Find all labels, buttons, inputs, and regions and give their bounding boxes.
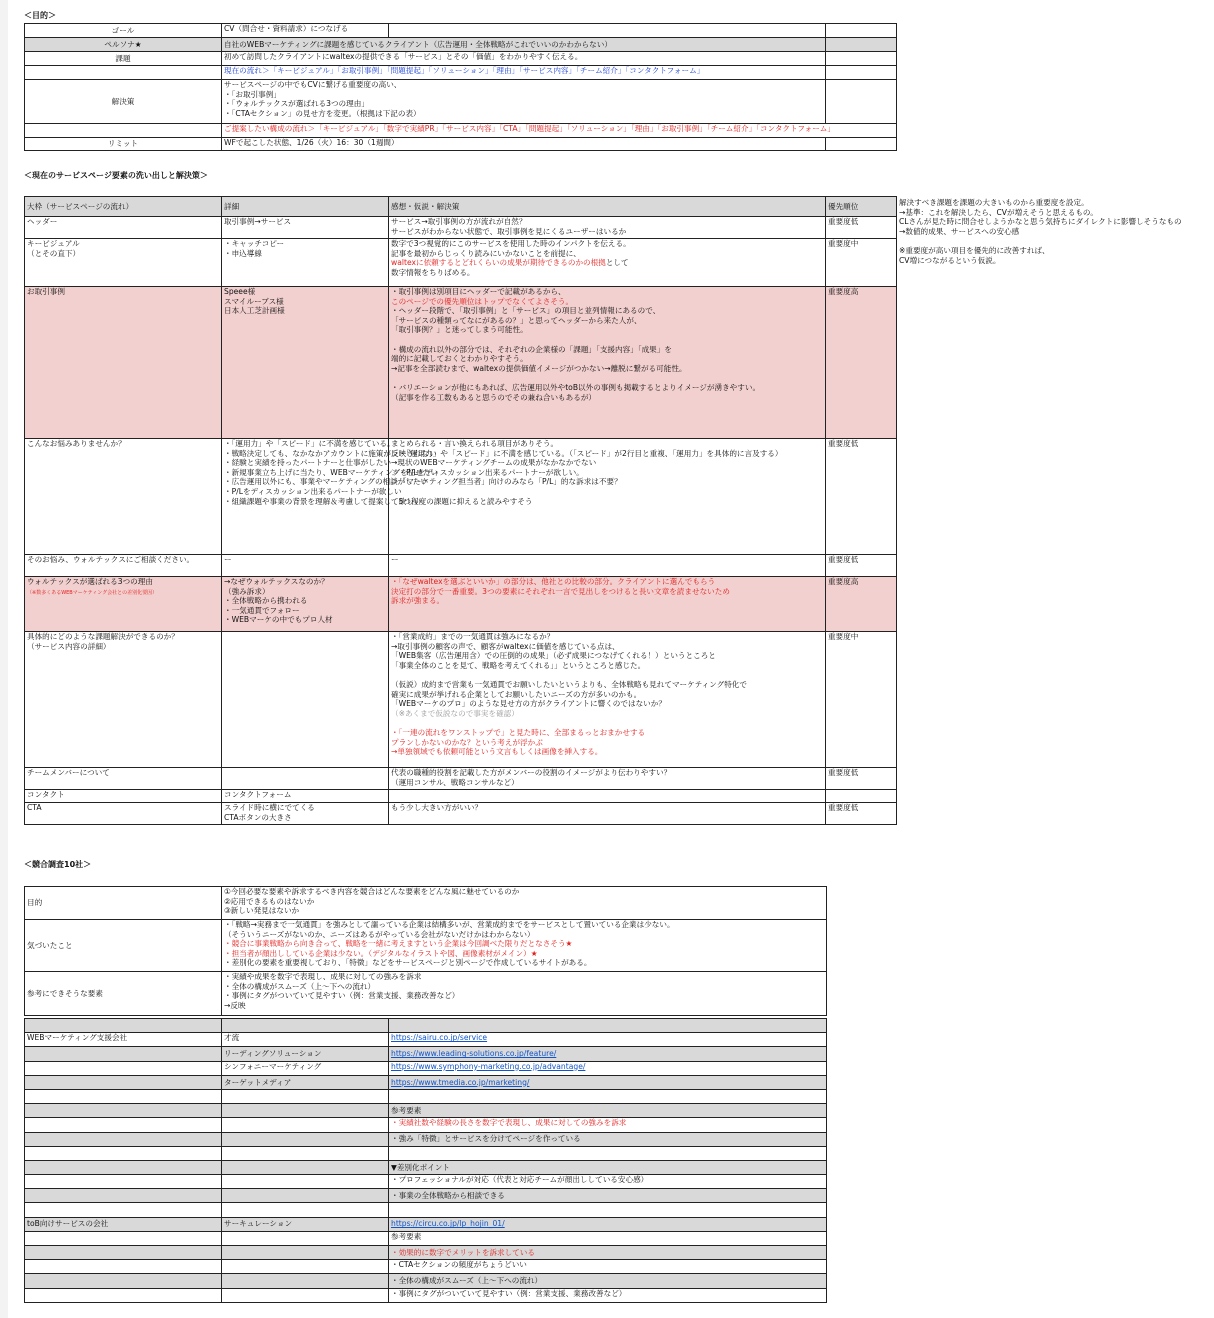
category-cell (25, 1146, 222, 1160)
note-cell: ・強み「特徴」とサービスを分けてページを作っている (389, 1132, 827, 1146)
note-cell: 参考要素 (389, 1104, 827, 1118)
purpose-row-current-flow (25, 66, 897, 80)
note-cell: 参考要素 (389, 1231, 827, 1245)
detail-cell: スライド時に横にでてくる CTAボタンの大きさ (222, 803, 389, 825)
priority-cell: 重要度中 (826, 239, 897, 287)
category-cell (25, 1019, 222, 1033)
note-cell: ▼差別化ポイント (389, 1160, 827, 1174)
category-cell (25, 1231, 222, 1245)
proposed-flow-value: ご提案したい構成の流れ＞「キービジュアル」「数字で実績PR」「サービス内容」「CTA」「問題提起」「ソリューション」「理由」「お取引事例」「チーム紹介」「コンタクトフォーム」 (222, 124, 897, 138)
frame-cell: ウォルテックスが選ばれる3つの理由 （※数多くあるWEBマーケティング会社との差別化要因） (25, 577, 222, 632)
company-cell: 才流 (222, 1033, 389, 1047)
company-cell (222, 1246, 389, 1260)
company-cell (222, 1231, 389, 1245)
competitor-row (25, 1033, 827, 1047)
competitor-row (25, 1217, 827, 1231)
company-cell (222, 1260, 389, 1274)
purpose-row-issue (25, 52, 897, 66)
competitor-row (25, 1160, 827, 1174)
detail-cell: →なぜウォルテックスなのか？ （強み訴求） ・全体戦略から携われる ・一気通貫でフォロー ・WEBマーケの中でもプロ人材 (222, 577, 389, 632)
company-cell (222, 1274, 389, 1288)
competitor-row (25, 1132, 827, 1146)
detail-cell: 取引事例→サービス (222, 217, 389, 239)
frame-cell: そのお悩み、ウォルテックスにご相談ください。 (25, 555, 222, 577)
side-note: 解決すべき課題を課題の大きいものから重要度を設定。 →基準：これを解決したら、CVが増えそうと思えるもの。 CLさんが見た時に問合せしようかなと思う気持ちにダイレクトに影響しそうなもの →数値的成果、サービスへの安心感 ※重要度が高い項目を優先的に改善すれば、 CV増につながるという仮説。 (899, 198, 1182, 265)
priority-cell: 重要度低 (826, 439, 897, 555)
highlight-text: ・「一連の流れをワンストップで」と見た時に、全部まるっとおまかせする プランしかないのかな？という考えが浮かぶ →単独領域でも依頼可能という文言もしくは画像を挿入する。 (391, 727, 646, 757)
company-cell (222, 1175, 389, 1189)
thoughts-cell: まとめられる・言い換えられる項目がありそう。 ＞・「運用力」や「スピード」に不満を感じている。（「スピード」が2行目と重複、「運用力」を具体的に言及する） →現状のWEBマーケティングチームの成果がなかなかでない ＞・P/Lをディスカッション出来るパートナーが欲しい。 ＞「マーケティング担当者」向けのみなら「P/L」的な訴求は不要？ 5つ程度の課題に抑えると読みやすそう (389, 439, 826, 555)
review-row-contact (25, 790, 897, 803)
note-cell: ・事例にタグがついていて見やすい（例：営業支援、業務改善など） (389, 1288, 827, 1302)
company-cell (222, 1160, 389, 1174)
note-cell: ・効果的に数字でメリットを訴求している (389, 1246, 827, 1260)
note-cell: ・実績社数や経験の長さを数字で表現し、成果に対しての強みを訴求 (389, 1118, 827, 1132)
detail-cell (222, 632, 389, 768)
persona-label: ペルソナ★ (25, 38, 222, 52)
company-cell (222, 1132, 389, 1146)
company-cell: サーキュレーション (222, 1217, 389, 1231)
company-url-link[interactable]: https://www.symphony-marketing.co.jp/advantage/ (389, 1061, 827, 1075)
competitors-row-purpose (25, 887, 827, 920)
note-cell (389, 1146, 827, 1160)
summary-label: 目的 (25, 887, 222, 920)
review-row-services (25, 632, 897, 768)
competitor-row (25, 1089, 827, 1103)
competitor-row (25, 1061, 827, 1075)
priority-cell: 重要度低 (826, 217, 897, 239)
gray-note: （※あくまで仮説なので事実を確認） (391, 708, 519, 718)
category-cell (25, 1047, 222, 1061)
company-cell (222, 1104, 389, 1118)
detail-cell: ー (222, 555, 389, 577)
note-cell: ・CTAセクションの頻度がちょうどいい (389, 1260, 827, 1274)
competitor-row (25, 1203, 827, 1217)
summary-label: 気づいたこと (25, 920, 222, 972)
purpose-row-proposed-flow (25, 124, 897, 138)
note-cell: ・全体の構成がスムーズ（上～下への流れ） (389, 1274, 827, 1288)
thoughts-cell: ・「営業成約」までの一気通貫は強みになるか？ →取引事例の顧客の声で、顧客がwaltexに価値を感じている点は、 「WEB集客（広告運用含）での圧倒的の成果」（必ず成果につなげてくれる！）というところと 「事業全体のことを見て、戦略を考えてくれる」」というところと感じた。 （仮説）成約まで営業も一気通貫でお願いしたいというよりも、全体戦略も見れてマーケティング特化で 確実に成果が挙げれる企業としてお願いしたいニーズの方が多いのかも。 「WEBマーケのプロ」のような見せ方の方がクライアントに響くのではないか？ （※あくまで仮説なので事実を確認） ・「一連の流れをワンストップで」と見た時に、全部まるっとおまかせする プランしかないのかな？という考えが浮かぶ →単独領域でも依頼可能という文言もしくは画像を挿入する。 (389, 632, 826, 768)
category-cell (25, 1246, 222, 1260)
review-heading: ＜現在のサービスページ要素の洗い出しと解決策＞ (24, 171, 208, 180)
note-cell (389, 1089, 827, 1103)
priority-cell: 重要度高 (826, 287, 897, 439)
company-cell (222, 1203, 389, 1217)
thoughts-cell: もう少し大きい方がいい？ (389, 803, 826, 825)
frame-cell: CTA (25, 803, 222, 825)
company-cell: ターゲットメディア (222, 1075, 389, 1089)
review-row-cta (25, 803, 897, 825)
frame-cell: 具体的にどのような課題解決ができるのか？ （サービス内容の詳細） (25, 632, 222, 768)
issue-value: 初めて訪問したクライアントにwaltexの提供できる「サービス」とその「価値」をわかりやすく伝える。 (222, 52, 826, 66)
summary-value: ・実績や成果を数字で表現し、成果に対しての強みを訴求 ・全体の構成がスムーズ（上～下への流れ） ・事例にタグがついていて見やすい（例：営業支援、業務改善など） →反映 (222, 972, 827, 1016)
competitors-summary-table (24, 886, 827, 1016)
solution-value: サービスページの中でもCVに繋げる重要度の高い、 ・「お取引事例」 ・「ウォルテックスが選ばれる3つの理由」 ・「CTAセクション」の見せ方を変更。（根拠は下記の表） (222, 80, 826, 124)
note-cell (389, 1203, 827, 1217)
competitor-row (25, 1231, 827, 1245)
priority-cell: 重要度低 (826, 768, 897, 790)
company-url-link[interactable]: https://www.leading-solutions.co.jp/feature/ (389, 1047, 827, 1061)
priority-cell: 重要度中 (826, 632, 897, 768)
category-cell (25, 1260, 222, 1274)
highlight-text: ・競合に事業戦略から向き合って、戦略を一緒に考えますという企業は今回調べた限りだとなさそう★ ・担当者が顔出ししている企業は少ない。（デジタルなイラストや図、画像素材がメイン）★ (224, 939, 573, 958)
competitors-row-findings (25, 920, 827, 972)
priority-cell: 重要度低 (826, 803, 897, 825)
category-cell (25, 1061, 222, 1075)
thoughts-cell: ・「なぜwaltexを選ぶといいか」の部分は、他社との比較の部分。クライアントに選んでもらう 決定打の部分で一番重要。3つの要素にそれぞれ一言で見出しをつけると長い文章を読ませないため 訴求が強まる。 (389, 577, 826, 632)
issue-label: 課題 (25, 52, 222, 66)
category-cell (25, 1118, 222, 1132)
competitor-row (25, 1288, 827, 1302)
company-cell: リーディングソリューション (222, 1047, 389, 1061)
frame-cell: ヘッダー (25, 217, 222, 239)
category-cell (25, 1160, 222, 1174)
detail-cell: Speee様 スマイルーブス様 日本人工芝計画様 (222, 287, 389, 439)
note-cell: ・プロフェッショナルが対応（代表と対応チームが顔出ししている安心感） (389, 1175, 827, 1189)
goal-value: CV（問合せ・資料請求）につなげる (222, 24, 389, 38)
frame-note: （※数多くあるWEBマーケティング会社との差別化要因） (27, 589, 158, 596)
purpose-row-limit (25, 138, 897, 151)
review-row-consult (25, 555, 897, 577)
competitor-row (25, 1019, 827, 1033)
company-cell (222, 1089, 389, 1103)
highlight-text: waltexに依頼するとどれくらいの成果が期待できるのかの根拠 (391, 258, 606, 268)
frame-cell: お取引事例 (25, 287, 222, 439)
thoughts-cell: サービス→取引事例の方が流れが自然？ サービスがわからない状態で、取引事例を見にくるユーザーはいるか (389, 217, 826, 239)
company-url-link[interactable]: https://sairu.co.jp/service (389, 1033, 827, 1047)
category-cell (25, 1104, 222, 1118)
competitors-row-reference (25, 972, 827, 1016)
priority-cell: 重要度高 (826, 577, 897, 632)
frame-cell: キービジュアル （とその直下） (25, 239, 222, 287)
company-cell (222, 1118, 389, 1132)
competitor-row (25, 1146, 827, 1160)
company-cell: シンフォニーマーケティング (222, 1061, 389, 1075)
purpose-table (24, 23, 897, 151)
purpose-heading: ＜目的＞ (24, 11, 56, 20)
category-cell (25, 1132, 222, 1146)
competitor-row (25, 1104, 827, 1118)
competitor-row (25, 1047, 827, 1061)
frame-cell: チームメンバーについて (25, 768, 222, 790)
review-table (24, 196, 897, 825)
note-cell: ・事業の全体戦略から相談できる (389, 1189, 827, 1203)
purpose-row-goal (25, 24, 897, 38)
competitor-row (25, 1075, 827, 1089)
category-cell (25, 1075, 222, 1089)
limit-value: WFで起こした状態、1/26（火）16：30（1週間） (222, 138, 826, 151)
thoughts-cell: 数字で3つ視覚的にこのサービスを使用した時のインパクトを伝える。 記事を最初からじっくり読みにいかないことを前提に、 waltexに依頼するとどれくらいの成果が期待できるのかの根拠として 数字情報をちりばめる。 (389, 239, 826, 287)
category-cell (25, 1175, 222, 1189)
col-frame: 大枠（サービスページの流れ） (25, 197, 222, 217)
thoughts-cell: ・取引事例は別項目にヘッダーで記載があるから、 このページでの優先順位はトップでなくてよさそう。 ・ヘッダー段階で、「取引事例」と「サービス」の項目と並列情報にあるので、 「サービスの種類ってなにがあるの？」と思ってヘッダーから来た人が、 「取引事例？」と迷ってしまう可能性。 ・構成の流れ以外の部分では、それぞれの企業様の「課題」「支援内容」「成果」を 端的に記載しておくとわかりやすそう。 →記事を全部読むまで、waltexの提供価値イメージがつかない→離脱に繋がる可能性。 ・バリエーションが他にもあれば、広告運用以外やtoB以外の事例も掲載するとよりイメージが湧きやすい。 （記事を作る工数もあると思うのでその兼ね合いもあるが） (389, 287, 826, 439)
col-priority: 優先順位 (826, 197, 897, 217)
company-url-link[interactable]: https://www.tmedia.co.jp/marketing/ (389, 1075, 827, 1089)
category-cell (25, 1274, 222, 1288)
review-row-reasons (25, 577, 897, 632)
competitor-row (25, 1260, 827, 1274)
detail-cell: コンタクトフォーム (222, 790, 389, 803)
purpose-row-solution (25, 80, 897, 124)
purpose-row-persona (25, 38, 897, 52)
competitor-row (25, 1246, 827, 1260)
goal-label: ゴール (25, 24, 222, 38)
category-cell (25, 1288, 222, 1302)
highlight-text: このページでの優先順位はトップでなくてよさそう。 (391, 296, 574, 306)
company-cell (222, 1189, 389, 1203)
review-row-keyvisual (25, 239, 897, 287)
summary-label: 参考にできそうな要素 (25, 972, 222, 1016)
review-header-row (25, 197, 897, 217)
review-row-header (25, 217, 897, 239)
summary-value: ①今回必要な要素や訴求するべき内容を競合はどんな要素をどんな風に魅せているのか ②応用できるものはないか ③新しい発見はないか (222, 887, 827, 920)
thoughts-cell: 代表の職種的役割を記載した方がメンバーの役割のイメージがより伝わりやすい？ （運用コンサル、戦略コンサルなど） (389, 768, 826, 790)
note-cell (389, 1019, 827, 1033)
review-row-worries (25, 439, 897, 555)
detail-cell: ・キャッチコピー ・申込導線 (222, 239, 389, 287)
priority-cell (826, 790, 897, 803)
company-cell (222, 1019, 389, 1033)
company-url-link[interactable]: https://circu.co.jp/lp_hojin_01/ (389, 1217, 827, 1231)
col-thoughts: 感想・仮説・解決策 (389, 197, 826, 217)
review-row-cases (25, 287, 897, 439)
spreadsheet (8, 0, 1214, 1318)
summary-value: ・「戦略→実務まで一気通貫」を強みとして謳っている企業は結構多いが、営業成約までをサービスとして置いている企業は少ない。 （そういうニーズがないのか、ニーズはあるがやっている会社がないだけかはわからない） ・競合に事業戦略から向き合って、戦略を一緒に考えますという企業は今回調べた限りだとなさそう★ ・担当者が顔出ししている企業は少ない。（デジタルなイラストや図、画像素材がメイン）★ ・差別化の要素を重要視しており、「特徴」などをサービスページと別ページで作成しているサイトがある。 (222, 920, 827, 972)
thoughts-cell (389, 790, 826, 803)
category-cell (25, 1189, 222, 1203)
persona-value: 自社のWEBマーケティングに課題を感じているクライアント（広告運用・全体戦略がこれでいいのかわからない） (222, 38, 826, 52)
category-cell (25, 1089, 222, 1103)
solution-label: 解決策 (25, 80, 222, 124)
detail-cell (222, 768, 389, 790)
detail-cell: ・「運用力」や「スピード」に不満を感じている。 ・戦略決定しても、なかなかアカウントに施策が反映されない ・経験と実績を持ったパートナーと仕事がしたい ・新規事業立ち上げに当たり、WEBマーケティングを任せたい ・広告運用以外にも、事業やマーケティングの相談がしたい ・P/Lをディスカッション出来るパートナーが欲しい ・組織課題や事業の背景を理解＆考慮して提案して欲しい (222, 439, 389, 555)
priority-cell: 重要度低 (826, 555, 897, 577)
competitors-heading: ＜競合調査10社＞ (24, 860, 92, 869)
frame-cell: コンタクト (25, 790, 222, 803)
review-row-team (25, 768, 897, 790)
category-cell: WEBマーケティング支援会社 (25, 1033, 222, 1047)
company-cell (222, 1146, 389, 1160)
current-flow-value: 現在の流れ＞「キービジュアル」「お取引事例」「問題提起」「ソリューション」「理由」「サービス内容」「チーム紹介」「コンタクトフォーム」 (222, 66, 826, 80)
limit-label: リミット (25, 138, 222, 151)
company-cell (222, 1288, 389, 1302)
competitors-list-table (24, 1018, 827, 1303)
competitor-row (25, 1189, 827, 1203)
competitor-row (25, 1175, 827, 1189)
category-cell: toB向けサービスの会社 (25, 1217, 222, 1231)
competitor-row (25, 1118, 827, 1132)
col-detail: 詳細 (222, 197, 389, 217)
thoughts-cell: ー (389, 555, 826, 577)
competitor-row (25, 1274, 827, 1288)
category-cell (25, 1203, 222, 1217)
frame-cell: こんなお悩みありませんか？ (25, 439, 222, 555)
